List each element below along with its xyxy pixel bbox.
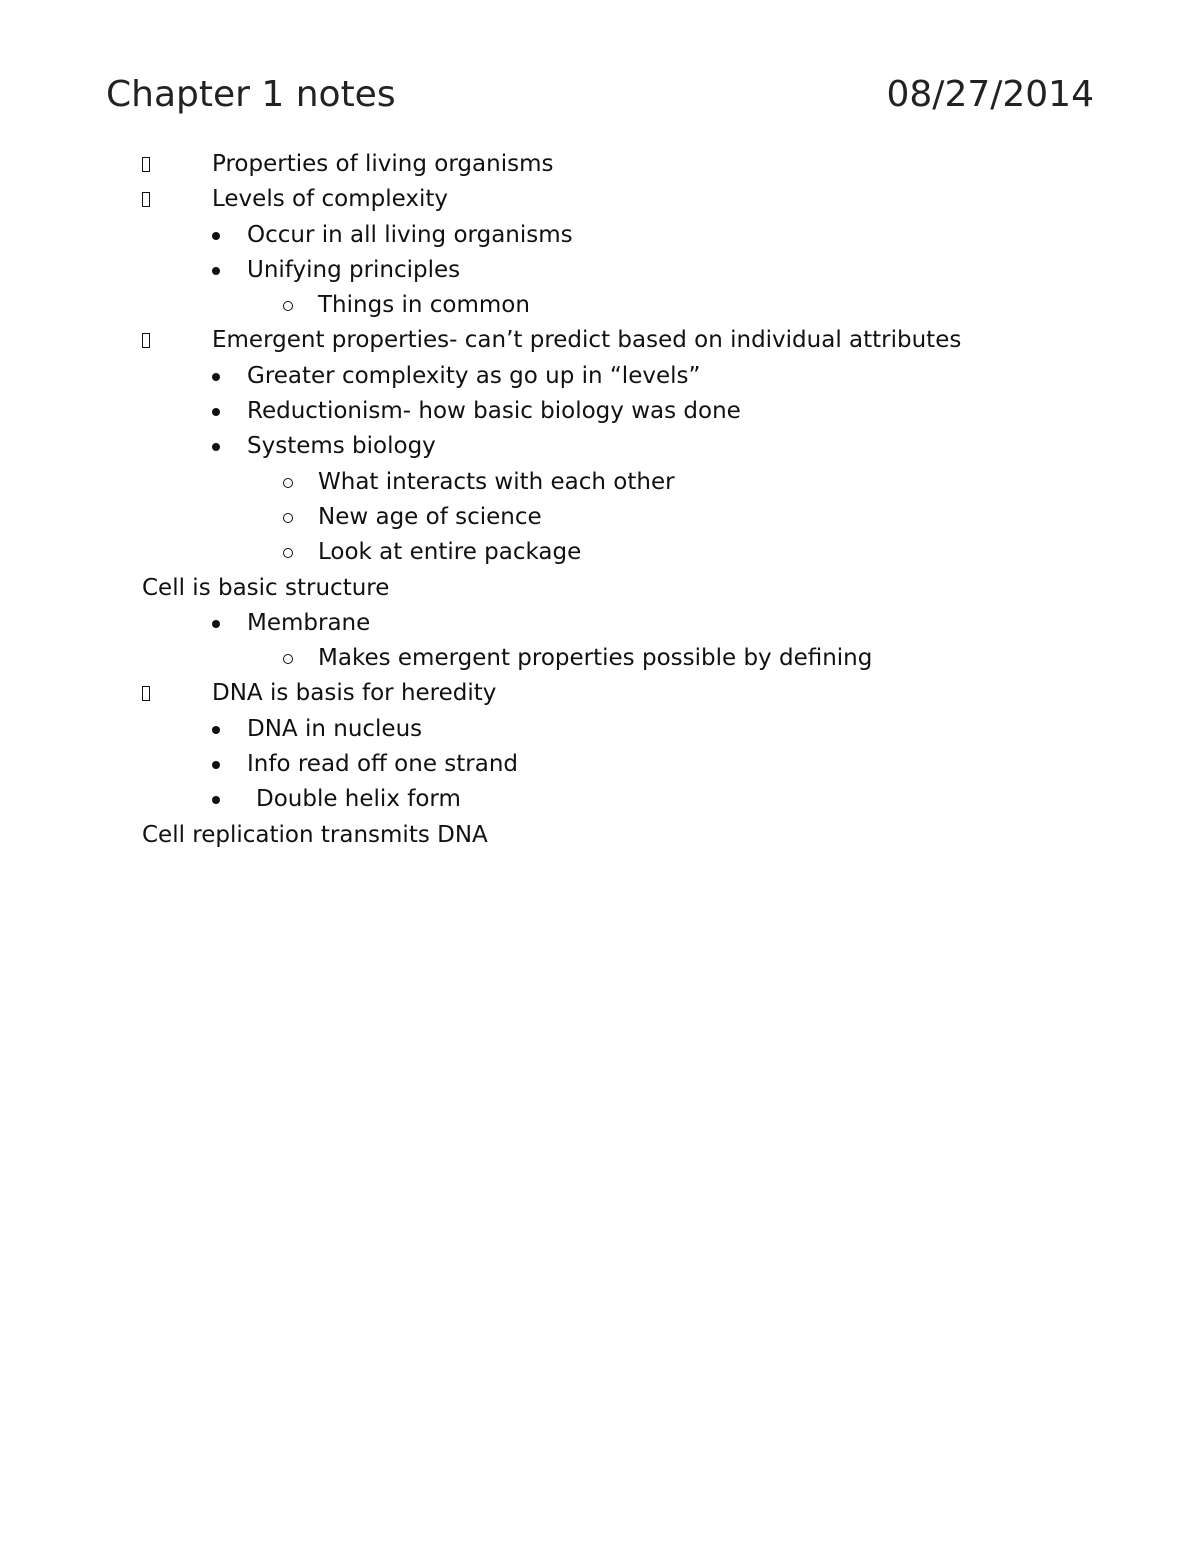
filled-bullet-icon — [212, 796, 220, 804]
list-item-text: Things in common — [318, 292, 530, 319]
list-item-text: Info read off one strand — [247, 751, 519, 778]
paragraph-text: Cell replication transmits DNA — [142, 821, 488, 848]
list-item-text: Systems biology — [247, 433, 436, 460]
list-item-text: New age of science — [318, 503, 542, 530]
filled-bullet-icon — [212, 267, 220, 275]
page-title: Chapter 1 notes — [106, 74, 396, 115]
filled-bullet-icon — [212, 761, 220, 769]
hollow-circle-bullet-icon — [283, 548, 293, 558]
list-item — [0, 676, 1200, 711]
list-item-text: Emergent properties- can’t predict based on individual attributes — [212, 327, 962, 354]
filled-bullet-icon — [212, 232, 220, 240]
list-item-text: Occur in all living organisms — [247, 221, 573, 248]
hollow-circle-bullet-icon — [283, 513, 293, 523]
list-item — [0, 288, 1200, 323]
list-item — [0, 535, 1200, 570]
filled-bullet-icon — [212, 408, 220, 416]
list-item — [0, 323, 1200, 358]
page-date: 08/27/2014 — [886, 74, 1094, 115]
paragraph — [0, 818, 1200, 853]
list-item-text: Look at entire package — [318, 539, 582, 566]
missing-glyph-bullet-icon — [142, 192, 150, 207]
filled-bullet-icon — [212, 373, 220, 381]
list-item-text: Makes emergent properties possible by defining — [318, 645, 873, 672]
list-item-text: Unifying principles — [247, 256, 461, 283]
list-item — [0, 218, 1200, 253]
list-item — [0, 394, 1200, 429]
notes-list — [0, 147, 1200, 853]
list-item — [0, 500, 1200, 535]
list-item-text: What interacts with each other — [318, 468, 675, 495]
list-item — [0, 147, 1200, 182]
list-item-text: Membrane — [247, 609, 371, 636]
missing-glyph-bullet-icon — [142, 686, 150, 701]
list-item — [0, 465, 1200, 500]
list-item-text: Levels of complexity — [212, 186, 448, 213]
list-item — [0, 747, 1200, 782]
list-item — [0, 782, 1200, 817]
paragraph-text: Cell is basic structure — [142, 574, 390, 601]
list-item — [0, 359, 1200, 394]
missing-glyph-bullet-icon — [142, 333, 150, 348]
list-item-text: Reductionism- how basic biology was done — [247, 398, 741, 425]
list-item — [0, 253, 1200, 288]
list-item — [0, 182, 1200, 217]
list-item-text: Double helix form — [256, 786, 461, 813]
hollow-circle-bullet-icon — [283, 301, 293, 311]
list-item-text: Properties of living organisms — [212, 151, 554, 177]
list-item — [0, 429, 1200, 464]
hollow-circle-bullet-icon — [283, 478, 293, 488]
list-item — [0, 641, 1200, 676]
list-item — [0, 606, 1200, 641]
paragraph — [0, 571, 1200, 606]
missing-glyph-bullet-icon — [142, 157, 150, 172]
hollow-circle-bullet-icon — [283, 654, 293, 664]
list-item-text: DNA is basis for heredity — [212, 680, 497, 707]
list-item-text: DNA in nucleus — [247, 715, 423, 742]
filled-bullet-icon — [212, 620, 220, 628]
list-item-text: Greater complexity as go up in “levels” — [247, 362, 701, 389]
list-item — [0, 712, 1200, 747]
filled-bullet-icon — [212, 726, 220, 734]
page-header — [106, 70, 1094, 120]
filled-bullet-icon — [212, 443, 220, 451]
